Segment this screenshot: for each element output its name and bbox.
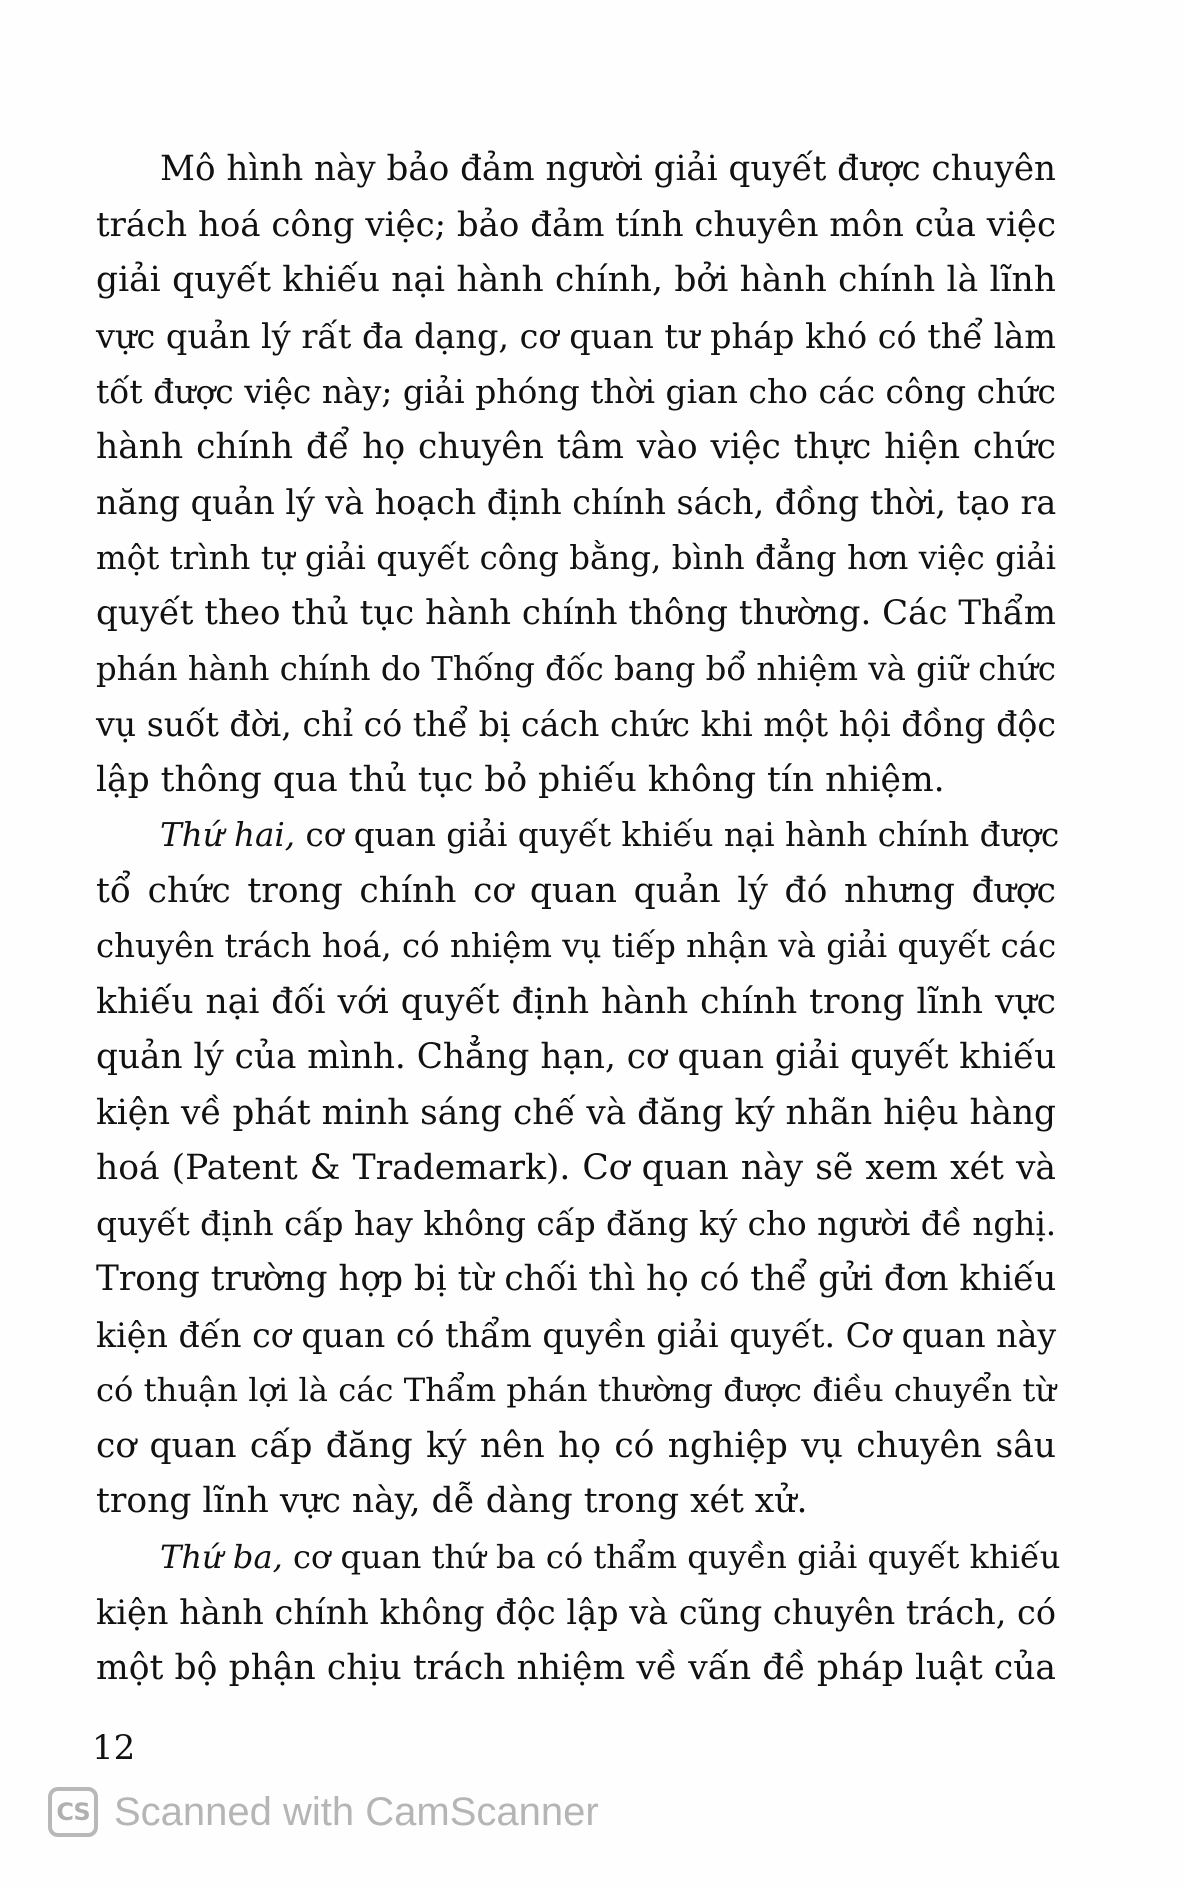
text-line: có thuận lợi là các Thẩm phán thường được điều chuyển từ — [96, 1371, 1056, 1409]
text-line — [96, 1530, 1061, 1586]
text-line: một trình tự giải quyết công bằng, bình đẳng hơn việc giải — [96, 538, 1056, 577]
text-line: một bộ phận chịu trách nhiệm về vấn đề pháp luật của — [96, 1647, 1056, 1688]
line-rest: cơ quan giải quyết khiếu nại hành chính được — [295, 816, 1060, 854]
italic-lead: Thứ ba, — [160, 1537, 283, 1576]
line-rest: cơ quan thứ ba có thẩm quyền giải quyết khiếu — [282, 1537, 1061, 1576]
paragraph-2 — [96, 808, 1060, 1530]
text-line: khiếu nại đối với quyết định hành chính trong lĩnh vực — [96, 981, 1056, 1022]
paragraph-3 — [96, 1530, 1061, 1697]
text-line: lập thông qua thủ tục bỏ phiếu không tín nhiệm. — [96, 759, 945, 800]
text-line: Mô hình này bảo đảm người giải quyết được chuyên — [160, 149, 1056, 189]
text-line: quyết định cấp hay không cấp đăng ký cho người đề nghị. — [96, 1204, 1057, 1243]
text-line: kiện đến cơ quan có thẩm quyền giải quyết. Cơ quan này — [96, 1315, 1057, 1355]
text-line: vực quản lý rất đa dạng, cơ quan tư pháp khó có thể làm — [96, 316, 1057, 356]
text-line: cơ quan cấp đăng ký nên họ có nghiệp vụ chuyên sâu — [96, 1425, 1056, 1466]
text-line — [96, 808, 1060, 864]
text-line: Trong trường hợp bị từ chối thì họ có thể gửi đơn khiếu — [96, 1259, 1057, 1299]
text-line: kiện về phát minh sáng chế và đăng ký nhãn hiệu hàng — [96, 1092, 1056, 1133]
text-line: năng quản lý và hoạch định chính sách, đồng thời, tạo ra — [96, 483, 1057, 522]
page-number: 12 — [92, 1728, 136, 1768]
text-line: trách hoá công việc; bảo đảm tính chuyên môn của việc — [96, 204, 1056, 245]
camscanner-logo-icon: CS — [48, 1787, 98, 1837]
watermark-text: Scanned with CamScanner — [114, 1789, 599, 1834]
text-line: trong lĩnh vực này, dễ dàng trong xét xử. — [96, 1481, 808, 1521]
text-line: tốt được việc này; giải phóng thời gian cho các công chức — [96, 372, 1056, 411]
text-line: quyết theo thủ tục hành chính thông thường. Các Thẩm — [96, 593, 1056, 633]
text-line: phán hành chính do Thống đốc bang bổ nhiệm và giữ chức — [96, 649, 1056, 688]
body-text — [96, 142, 1061, 1696]
camscanner-watermark — [48, 1782, 599, 1842]
text-line: vụ suốt đời, chỉ có thể bị cách chức khi một hội đồng độc — [96, 705, 1056, 744]
text-line: quản lý của mình. Chẳng hạn, cơ quan giải quyết khiếu — [96, 1037, 1057, 1077]
text-line: tổ chức trong chính cơ quan quản lý đó nhưng được — [96, 870, 1056, 911]
text-line: kiện hành chính không độc lập và cũng chuyên trách, có — [96, 1593, 1056, 1632]
text-line: chuyên trách hoá, có nhiệm vụ tiếp nhận và giải quyết các — [96, 927, 1057, 965]
text-line: giải quyết khiếu nại hành chính, bởi hành chính là lĩnh — [96, 260, 1056, 300]
paragraph-1 — [96, 142, 1056, 808]
text-line: hành chính để họ chuyên tâm vào việc thực hiện chức — [96, 426, 1056, 467]
text-line: hoá (Patent & Trademark). Cơ quan này sẽ xem xét và — [96, 1148, 1056, 1188]
italic-lead: Thứ hai, — [160, 816, 296, 854]
